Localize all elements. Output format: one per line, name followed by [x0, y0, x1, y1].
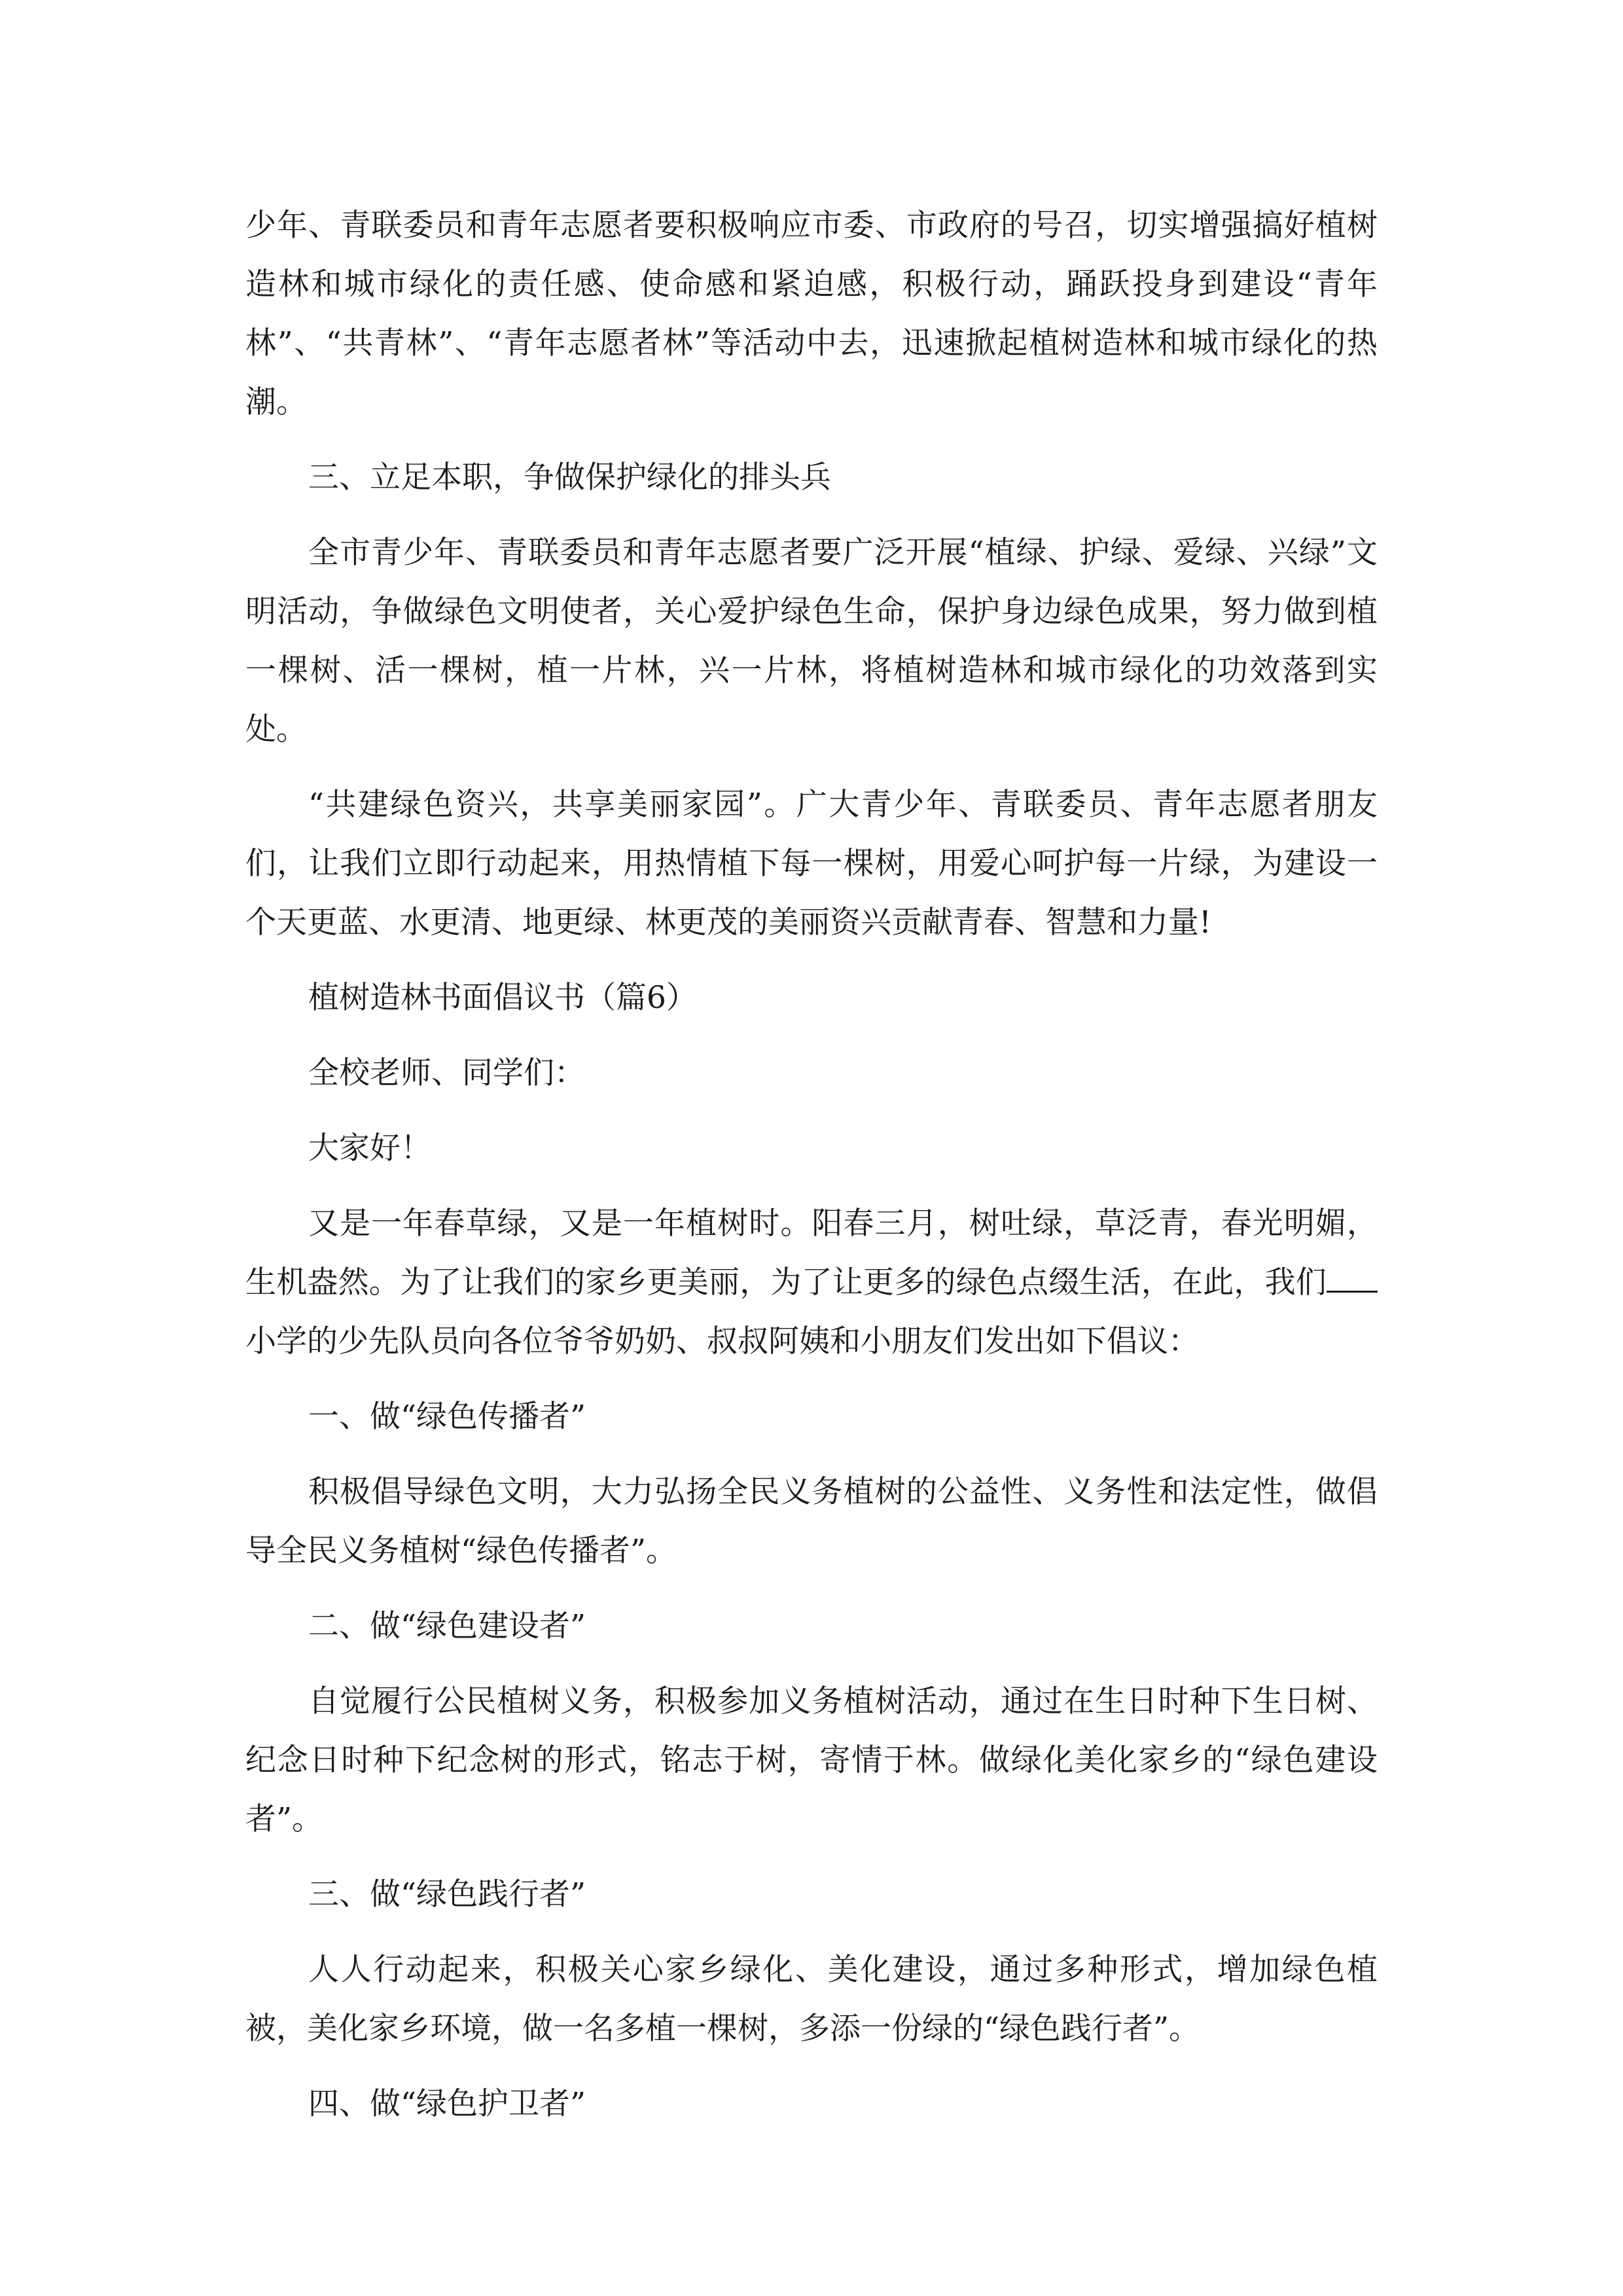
paragraph-text: 小学的少先队员向各位爷爷奶奶、叔叔阿姨和小朋友们发出如下倡议：	[245, 1323, 1199, 1359]
salutation: 全校老师、同学们：	[308, 1055, 585, 1091]
paragraph-text: 又是一年春草绿，又是一年植树时。阳春三月，树吐绿，草泛青，春光明媚，生机盎然。为了让我们的家乡更美丽，为了让更多的绿色点缀生活，在此，我们	[245, 1206, 1378, 1300]
section-heading: 三、做“绿色践行者”	[308, 1876, 586, 1912]
paragraph: 人人行动起来，积极关心家乡绿化、美化建设，通过多种形式，增加绿色植被，美化家乡环境，做一名多植一棵树，多添一份绿的“绿色践行者”。	[245, 1952, 1378, 2047]
paragraph: 全市青少年、青联委员和青年志愿者要广泛开展“植绿、护绿、爱绿、兴绿”文明活动，争做绿色文明使者，关心爱护绿色生命，保护身边绿色成果，努力做到植一棵树、活一棵树，植一片林，兴一片林，将植树造林和城市绿化的功效落到实处。	[245, 535, 1378, 747]
blank-line	[1327, 1265, 1378, 1293]
paragraph: “共建绿色资兴，共享美丽家园”。广大青少年、青联委员、青年志愿者朋友们，让我们立即行动起来，用热情植下每一棵树，用爱心呵护每一片绿，为建设一个天更蓝、水更清、地更绿、林更茂的美丽资兴贡献青春、智慧和力量!	[245, 787, 1378, 941]
document-body	[245, 196, 1378, 2150]
greeting: 大家好！	[308, 1130, 431, 1166]
article-title: 植树造林书面倡议书（篇6）	[308, 980, 697, 1016]
section-heading: 三、立足本职，争做保护绿化的排头兵	[308, 459, 831, 495]
section-heading: 二、做“绿色建设者”	[308, 1608, 586, 1644]
paragraph: 自觉履行公民植树义务，积极参加义务植树活动，通过在生日时种下生日树、纪念日时种下纪念树的形式，铭志于树，寄情于林。做绿化美化家乡的“绿色建设者”。	[245, 1683, 1378, 1837]
paragraph: 少年、青联委员和青年志愿者要积极响应市委、市政府的号召，切实增强搞好植树造林和城市绿化的责任感、使命感和紧迫感，积极行动，踊跃投身到建设“青年林”、“共青林”、“青年志愿者林”等活动中去，迅速掀起植树造林和城市绿化的热潮。	[245, 207, 1378, 420]
section-heading: 一、做“绿色传播者”	[308, 1399, 586, 1435]
paragraph	[245, 1194, 1378, 1371]
section-heading: 四、做“绿色护卫者”	[308, 2086, 586, 2122]
paragraph: 积极倡导绿色文明，大力弘扬全民义务植树的公益性、义务性和法定性，做倡导全民义务植树“绿色传播者”。	[245, 1474, 1378, 1569]
